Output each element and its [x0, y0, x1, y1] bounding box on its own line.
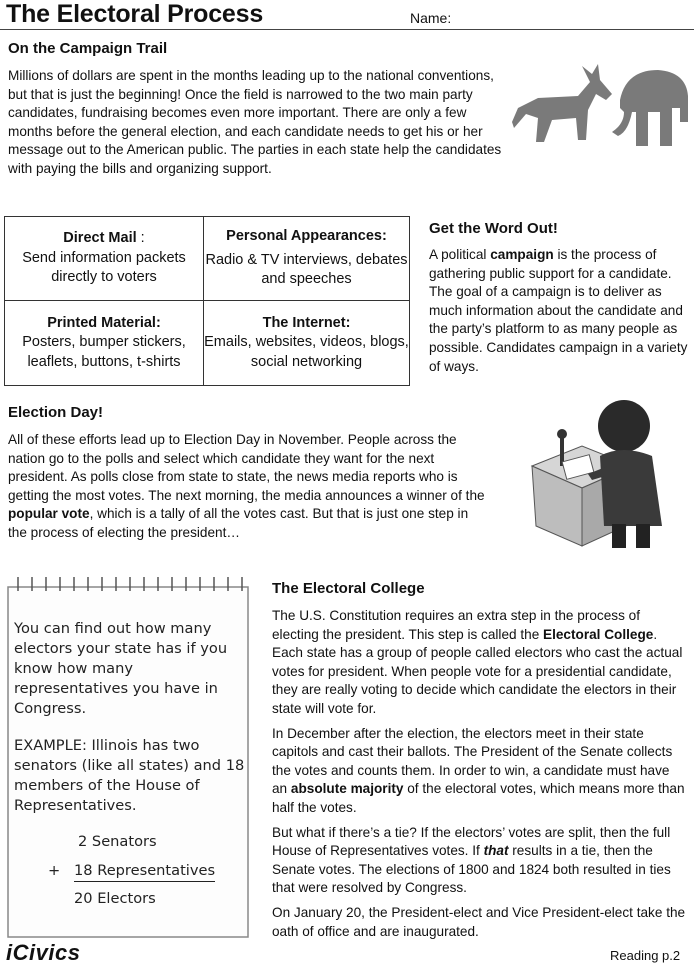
- notepad-example: EXAMPLE: Illinois has two senators (like all states) and 18 members of the House of Representatives.: [14, 737, 245, 814]
- page-number: Reading p.2: [610, 948, 681, 963]
- name-label: Name:: [410, 10, 452, 26]
- notepad-electors: 20 Electors: [74, 890, 156, 907]
- notepad-intro: You can find out how many electors your state has if you know how many representatives you have in Congress.: [14, 620, 228, 717]
- word-out-body: A political campaign is the process of gathering public support for a candidate. The goal of a campaign is to deliver as much information about the candidate and the party’s platform to as many people as possible. Candidates campaign in a variety of ways.: [429, 247, 688, 374]
- method-cell-printed: [5, 301, 204, 385]
- college-para-2: In December after the election, the electors meet in their state capitols and cast their ballots. The President of the Senate collects the votes and counts them. In order to win, a candidate must have an absolute majority of the electoral votes, which means more than half the votes.: [272, 725, 685, 815]
- method-suffix: :: [136, 230, 145, 247]
- method-title: Printed Material:: [47, 314, 161, 331]
- method-title: Personal Appearances:: [226, 228, 387, 245]
- title-divider: [0, 29, 694, 30]
- method-cell-appearances: [204, 217, 409, 301]
- campaign-term: campaign: [490, 247, 554, 262]
- campaign-body: Millions of dollars are spent in the months leading up to the national conventions, but that is just the beginning! Once the field is narrowed to the two main party candidates, fundraising becomes even more important. There are only a few months before the general election, and each candidate needs to get his or her message out to the American public. The parties in each state help the candidates with paying the bills and organizing support.: [8, 68, 502, 176]
- icivics-logo: iCivics: [6, 940, 81, 965]
- voter-booth-illustration: [512, 396, 682, 556]
- method-title: Direct Mail: [63, 230, 137, 247]
- campaign-heading: On the Campaign Trail: [8, 40, 168, 57]
- method-desc: Send information packets directly to voters: [22, 249, 186, 286]
- election-day-body: All of these efforts lead up to Election Day in November. People across the nation go to the polls and select which candidate they want for the next president. As polls close from state to state, the news media reports who is getting the most votes. The next morning, the media announces a winner of the popular vote, which is a tally of all the votes cast. But that is just one step in the process of electing the president…: [8, 432, 485, 540]
- method-desc: Posters, bumper stickers, leaflets, buttons, t-shirts: [22, 334, 186, 370]
- donkey-icon: [512, 64, 612, 142]
- notepad-plus: +: [48, 862, 61, 879]
- campaign-methods-table: [4, 216, 410, 386]
- party-mascots: [508, 60, 690, 160]
- word-out-heading: Get the Word Out!: [429, 220, 558, 237]
- electoral-college-heading: The Electoral College: [272, 580, 425, 597]
- method-title: The Internet:: [262, 314, 351, 331]
- method-desc: Radio & TV interviews, debates and speeches: [205, 251, 408, 288]
- method-cell-internet: [204, 301, 409, 385]
- notepad-representatives: 18 Representatives: [74, 861, 215, 882]
- page-title: The Electoral Process: [6, 0, 264, 28]
- elephant-icon: [612, 70, 688, 146]
- college-para-1: The U.S. Constitution requires an extra step in the process of electing the president. This step is called the Electoral College. Each state has a group of people called electors who cast the actual votes for president. When people vote for a presidential candidate, they are really voting to decide which candidate the electors in their state will vote for.: [272, 608, 683, 716]
- method-cell-direct-mail: [5, 217, 204, 301]
- college-para-4: On January 20, the President-elect and Vice President-elect take the oath of office and are inaugurated.: [272, 904, 686, 939]
- college-para-3: But what if there’s a tie? If the electors’ votes are split, then the full House of Representatives votes. If that results in a tie, then the Senate votes. The elections of 1800 and 1824 both resulted in ties that were resolved by Congress.: [272, 824, 671, 896]
- election-day-heading: Election Day!: [8, 404, 104, 421]
- popular-vote-term: popular vote: [8, 506, 90, 522]
- electoral-college-body: [272, 607, 688, 947]
- method-desc: Emails, websites, videos, blogs, social networking: [204, 334, 409, 370]
- notepad-senators: 2 Senators: [78, 833, 157, 850]
